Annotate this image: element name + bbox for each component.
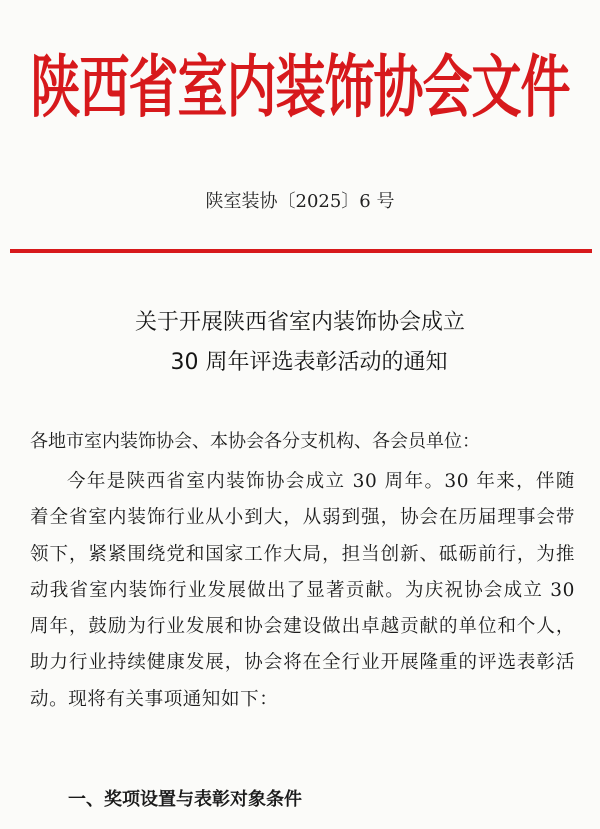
notice-title-line-2: 30 周年评选表彰活动的通知 [170,350,448,375]
body-paragraph: 今年是陕西省室内装饰协会成立 30 周年。30 年来，伴随着全省室内装饰行业从小到大，从弱到强，协会在历届理事会带领下，紧紧围绕党和国家工作大局，担当创新、砥砺前行，为推动我省室内装饰行业发展做出了显著贡献。为庆祝协会成立 30 周年，鼓励为行业发展和协会建设做出卓越贡献的单位和个人，助力行业持续健康发展，协会将在全行业开展隆重的评选表彰活动。现将有关事项通知如下： [30,471,575,710]
notice-title [0,303,600,383]
section-heading: 一、奖项设置与表彰对象条件 [68,789,302,810]
addressee-line: 各地市室内装饰协会、本协会各分支机构、各会员单位： [30,431,480,452]
notice-title-line-1: 关于开展陕西省室内装饰协会成立 [134,310,465,335]
document-number: 陕室装协〔2025〕6 号 [205,191,395,212]
red-divider-line [10,249,592,253]
masthead-title: 陕西省室内装饰协会文件 [30,48,570,127]
